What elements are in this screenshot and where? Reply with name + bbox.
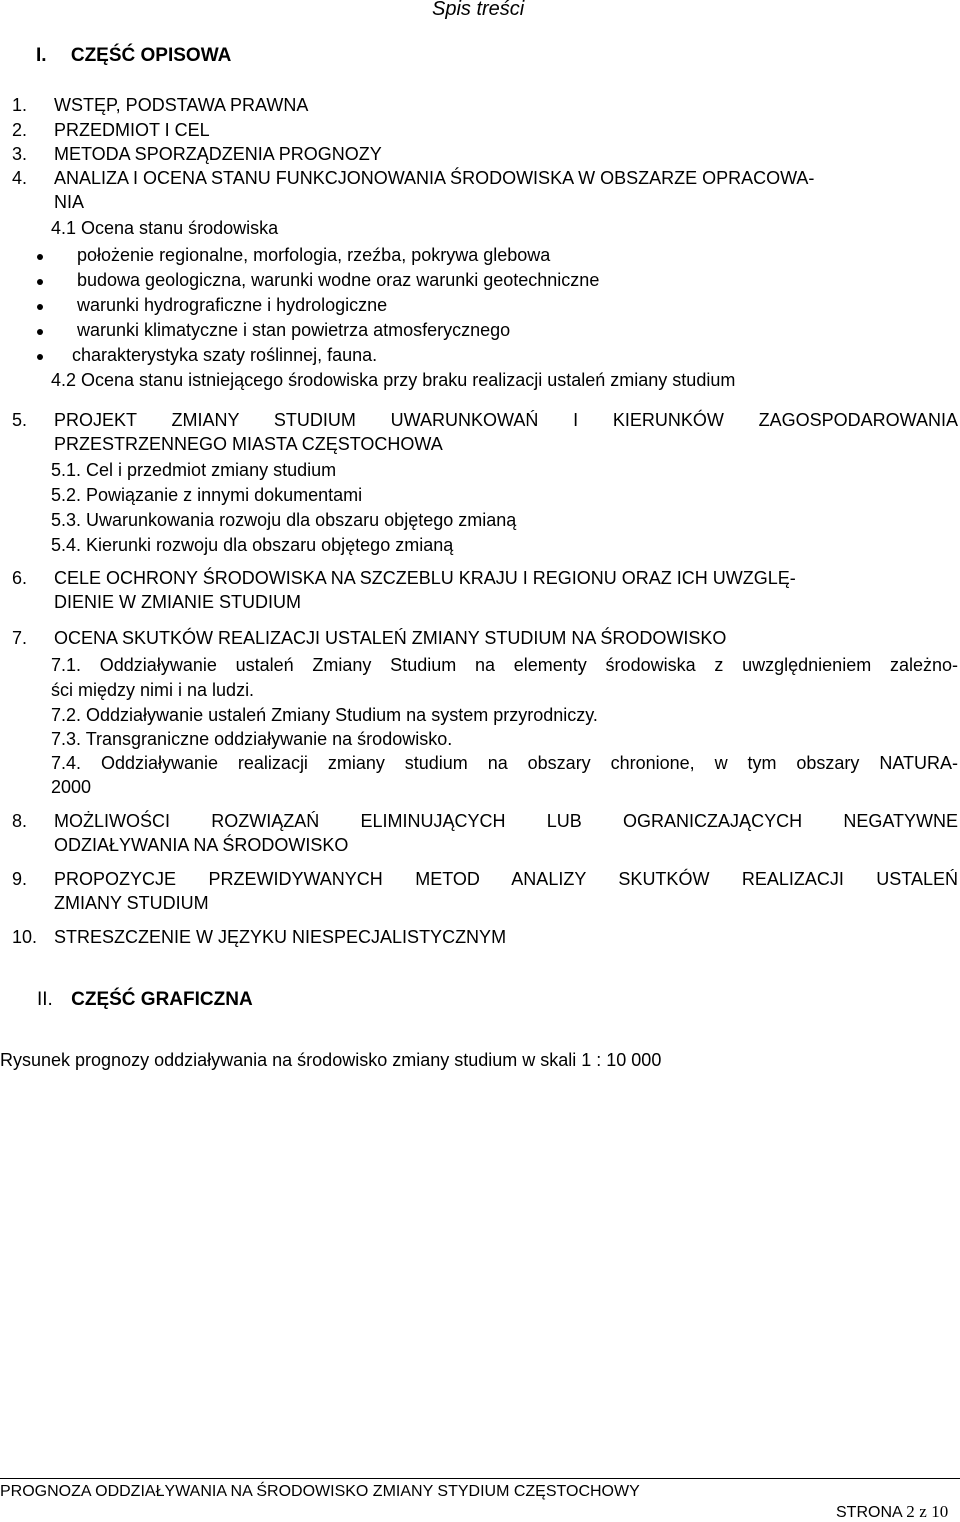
- toc-subitem-7-1-line2: ści między nimi i na ludzi.: [51, 680, 255, 700]
- toc-item-text: PROJEKT ZMIANY STUDIUM UWARUNKOWAŃ I KIERUNKÓW ZAGOSPODAROWANIA: [54, 410, 958, 430]
- page-title: Spis treści: [432, 0, 525, 20]
- toc-item-3: [12, 144, 382, 165]
- footer-page-number: [836, 1502, 948, 1522]
- toc-item-number: 10.: [12, 927, 38, 947]
- drawing-description: Rysunek prognozy oddziaływania na środowisko zmiany studium w skali 1 : 10 000: [0, 1050, 662, 1070]
- toc-item-6: [12, 568, 796, 589]
- bullet-icon: [37, 304, 43, 310]
- toc-item-4-line2: NIA: [54, 192, 85, 212]
- toc-item-8: [12, 811, 958, 832]
- toc-item-number: 1.: [12, 95, 28, 115]
- toc-subitem-5-3: 5.3. Uwarunkowania rozwoju dla obszaru objętego zmianą: [51, 510, 517, 530]
- part-2-heading: [37, 989, 253, 1011]
- toc-subitem-7-4: 7.4. Oddziaływanie realizacji zmiany studium na obszary chronione, w tym obszary NATURA-: [51, 753, 958, 773]
- bullet-item-1: położenie regionalne, morfologia, rzeźba, pokrywa glebowa: [77, 245, 551, 265]
- toc-subitem-5-4: 5.4. Kierunki rozwoju dla obszaru objętego zmianą: [51, 535, 454, 555]
- bullet-icon: [37, 354, 43, 360]
- page-label: STRONA: [836, 1504, 902, 1521]
- toc-item-number: 8.: [12, 811, 28, 831]
- toc-subitem-5-2: 5.2. Powiązanie z innymi dokumentami: [51, 485, 363, 505]
- toc-item-text: WSTĘP, PODSTAWA PRAWNA: [54, 95, 309, 115]
- toc-item-text: STRESZCZENIE W JĘZYKU NIESPECJALISTYCZNYM: [54, 927, 507, 947]
- bullet-icon: [37, 254, 43, 260]
- toc-subitem-7-4-line2: 2000: [51, 777, 92, 797]
- toc-item-number: 9.: [12, 869, 28, 889]
- toc-subitem-7-3: 7.3. Transgraniczne oddziaływanie na środowisko.: [51, 729, 453, 749]
- toc-item-number: 2.: [12, 120, 28, 140]
- toc-subitem-7-1: 7.1. Oddziaływanie ustaleń Zmiany Studium na elementy środowiska z uwzględnieniem zależno-: [51, 655, 958, 675]
- toc-subitem-4-2: 4.2 Ocena stanu istniejącego środowiska przy braku realizacji ustaleń zmiany studium: [51, 370, 736, 390]
- page-current: 2: [906, 1502, 915, 1521]
- toc-item-number: 7.: [12, 628, 28, 648]
- page-total: 10: [931, 1502, 949, 1521]
- toc-item-number: 5.: [12, 410, 28, 430]
- toc-item-6-line2: DIENIE W ZMIANIE STUDIUM: [54, 592, 301, 612]
- bullet-item-2: budowa geologiczna, warunki wodne oraz warunki geotechniczne: [77, 270, 600, 290]
- toc-subitem-5-1: 5.1. Cel i przedmiot zmiany studium: [51, 460, 337, 480]
- toc-item-text: OCENA SKUTKÓW REALIZACJI USTALEŃ ZMIANY STUDIUM NA ŚRODOWISKO: [54, 628, 727, 648]
- bullet-item-3: warunki hydrograficzne i hydrologiczne: [77, 295, 388, 315]
- toc-item-9: [12, 869, 958, 890]
- part-1-label: CZĘŚĆ OPISOWA: [70, 45, 232, 66]
- toc-item-text: ANALIZA I OCENA STANU FUNKCJONOWANIA ŚRODOWISKA W OBSZARZE OPRACOWA-: [54, 168, 815, 188]
- toc-item-2: [12, 120, 210, 141]
- toc-item-text: METODA SPORZĄDZENIA PROGNOZY: [54, 144, 382, 164]
- toc-item-number: 6.: [12, 568, 28, 588]
- toc-item-7: [12, 628, 726, 649]
- toc-item-number: 3.: [12, 144, 28, 164]
- toc-item-4: [12, 168, 814, 189]
- footer-divider: [0, 1478, 960, 1479]
- toc-subitem-4-1: 4.1 Ocena stanu środowiska: [51, 218, 279, 238]
- toc-item-10: [12, 927, 506, 948]
- part-1-number: I.: [36, 45, 47, 66]
- toc-item-text: PRZEDMIOT I CEL: [54, 120, 210, 140]
- bullet-icon: [37, 279, 43, 285]
- part-2-label: CZĘŚĆ GRAFICZNA: [71, 989, 253, 1010]
- part-1-heading: [36, 45, 231, 67]
- bullet-item-4: warunki klimatyczne i stan powietrza atmosferycznego: [77, 320, 511, 340]
- toc-item-5: [12, 410, 958, 431]
- page-of: z: [919, 1502, 927, 1521]
- toc-item-8-line2: ODZIAŁYWANIA NA ŚRODOWISKO: [54, 835, 349, 855]
- toc-subitem-7-2: 7.2. Oddziaływanie ustaleń Zmiany Studium na system przyrodniczy.: [51, 705, 598, 725]
- bullet-icon: [37, 329, 43, 335]
- toc-item-text: CELE OCHRONY ŚRODOWISKA NA SZCZEBLU KRAJU I REGIONU ORAZ ICH UWZGLĘ-: [54, 568, 796, 588]
- part-2-number: II.: [37, 989, 53, 1010]
- footer-document-title: PROGNOZA ODDZIAŁYWANIA NA ŚRODOWISKO ZMIANY STYDIUM CZĘSTOCHOWY: [0, 1483, 640, 1500]
- toc-item-5-line2: PRZESTRZENNEGO MIASTA CZĘSTOCHOWA: [54, 434, 443, 454]
- toc-item-text: PROPOZYCJE PRZEWIDYWANYCH METOD ANALIZY SKUTKÓW REALIZACJI USTALEŃ: [54, 869, 958, 889]
- toc-item-9-line2: ZMIANY STUDIUM: [54, 893, 209, 913]
- toc-item-1: [12, 95, 308, 116]
- bullet-item-5: charakterystyka szaty roślinnej, fauna.: [72, 345, 378, 365]
- toc-item-number: 4.: [12, 168, 28, 188]
- toc-item-text: MOŻLIWOŚCI ROZWIĄZAŃ ELIMINUJĄCYCH LUB OGRANICZAJĄCYCH NEGATYWNE: [54, 811, 958, 831]
